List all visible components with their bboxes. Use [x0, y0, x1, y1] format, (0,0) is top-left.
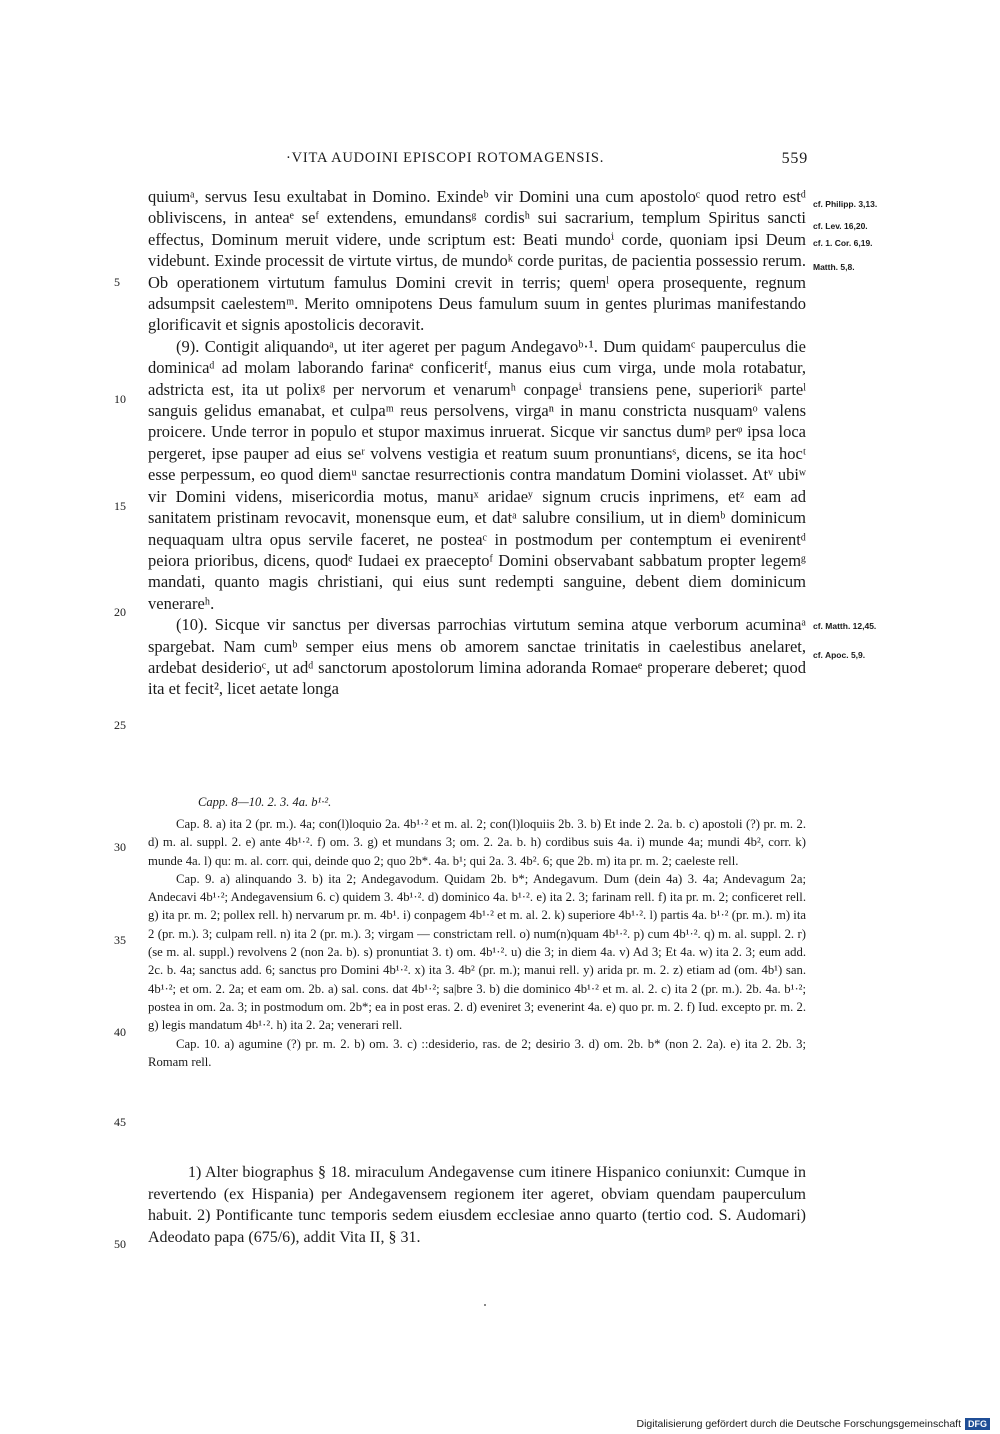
critical-apparatus	[148, 815, 806, 1071]
line-number: 30	[114, 840, 126, 854]
margin-note: cf. Philipp. 3,13.	[813, 199, 878, 209]
running-title: ·VITA AUDOINI EPISCOPI ROTOMAGENSIS.	[286, 150, 605, 166]
apparatus-cap-8: Cap. 8. a) ita 2 (pr. m.). 4a; con(l)loquio 2a. 4b¹·² et m. al. 2; con(l)loquiis 2b. 3. b) Et inde 2. 2a. b. c) apostoli (?) pr. m. 2. d) m. al. suppl. 2. e) ante 4b¹·². f) om. 3. g) et mundans 3; om. 2. 2a. b. h) cordibus suis 4a. i) munde 4a; mundi 4b², corr. k) munde 4a. l) qu: m. al. corr. qui, deinde quo 2; quo 2b*. 4a. b¹; qui 2a. 3. 4b². 6; que 2b. m) ita pr. m. 2; caeleste rell.	[148, 817, 806, 868]
stray-mark	[484, 1304, 486, 1306]
page-header	[148, 150, 808, 172]
paragraph-8: quiumᵃ, servus Iesu exultabat in Domino. Exindeᵇ vir Domini una cum apostoloᶜ quod retro estᵈ obliviscens, in anteaᵉ seᶠ extendens, emundansᵍ cordisʰ sui sacrarium, templum Spiritus sancti effectus, Dominum meruit videre, unde scriptum est: Beati mundoⁱ corde, quoniam ipsi Deum videbunt. Exinde processit de virtute virtus, de mundoᵏ corde puritas, de pacientia possessio rerum. Ob operationem virtutum famulus Domini crevit in terris; quemˡ opera prosequente, regnum adsumpsit caelestemᵐ. Merito omnipotens Deus famulum suum in gentes plurimas manifestando glorificavit et signis apostolicis decoravit.	[148, 187, 806, 335]
page-number: 559	[781, 150, 808, 167]
apparatus-sources: Capp. 8—10. 2. 3. 4a. b¹·².	[198, 795, 332, 809]
paragraph-10: (10). Sicque vir sanctus per diversas parrochias virtutum semina atque verborum acuminaᵃ spargebat. Nam cumᵇ semper eius mens ob amorem sanctae trinitatis in caelestibus anelaret, ardebat desiderioᶜ, ut adᵈ sanctorum apostolorum limina adoranda Romaeᵉ properare deberet; quod ita et fecit², licet aetate longa	[148, 615, 806, 699]
line-number: 50	[114, 1237, 126, 1251]
line-number: 5	[114, 275, 120, 289]
apparatus-cap-9: Cap. 9. a) alinquando 3. b) ita 2; Andegavodum. Quidam 2b. b*; Andegavum. Dum (dein 4a) 3. 4a; Andevagum 2a; Andecavi 4b¹·²; Andegavensium 6. c) quidem 3. 4b¹·². d) dominico 4a. b¹·². e) ita 2. 3; farinam rell. f) ita pr. m. 2; conficeret rell. g) ita pr. m. 2; pollex rell. h) nervarum pr. m. 4b¹. i) conpagem 4b¹·² et m. al. 2. k) superiore 4b¹·². l) partis 4a. b¹·² (pr. m.). m) ita 2 (pr. m.). 3; culpam rell. n) ita 2 (pr. m.). 3; virgam — constrictam rell. o) num(n)quam 4b¹·². p) cum 4b¹·². q) m. al. suppl. 2. r) (se m. al. suppl.) revolvens 2 (non 2a. b). s) pronuntiat 3. t) om. 4b¹·². u) die 3; in diem 4a. v) Ad 3; Et 4a. w) ita 2. 3; eum add. 2c. b. 4a; sanctus add. 6; sanctus pro Domini 4b¹·². x) ita 3. 4b² (pr. m.); manui rell. y) arida pr. m. 2. z) etiam ad (om. 4b¹) san. 4b¹·²; et om. 2. 2a; et eam om. 2b. a) sal. cons. dat 4b¹·²; sa|bre 3. b) die dominico 4b¹·² et m. al. 2. c) ita 2 (pr. m.). 2b. 4a. b¹·²; postea in om. 2a. 3; in postmodum om. 2b*; ea in post eras. 2. d) eveniret 3; evenerint 4a. e) quo pr. m. 2. f) Iud. excepto pr. m. 2. g) legis mandatum 4b¹·². h) ita 2. 2a; venerari rell.	[148, 871, 806, 1033]
line-number: 35	[114, 933, 126, 947]
margin-note: cf. Lev. 16,20.	[813, 221, 868, 231]
margin-note: cf. 1. Cor. 6,19.	[813, 238, 873, 248]
dfg-logo: DFG	[965, 1418, 990, 1430]
credit-text: Digitalisierung gefördert durch die Deutsche Forschungsgemeinschaft	[636, 1418, 961, 1430]
margin-note: cf. Apoc. 5,9.	[813, 650, 866, 660]
footnotes	[148, 1162, 806, 1248]
paragraph-9: (9). Contigit aliquandoᵃ, ut iter ageret per pagum Andegavoᵇ·¹. Dum quidamᶜ pauperculus die dominicaᵈ ad molam laborando farinaᵉ conficeritᶠ, manus eius cum virga, unde mola rotabatur, adstricta est, ita ut polixᵍ per nervorum et venarumʰ conpageⁱ transiens pene, superioriᵏ parteˡ sanguis gelidus emanabat, et culpaᵐ reus persolvens, virgaⁿ in manu constricta nusquamᵒ valens proicere. Unde terror in populo et stupor maximus inruerat. Sicque vir sanctus dumᵖ perᵠ ipsa loca pergeret, ipse pauper ad eius seʳ volvens vestigia et reatum suum pronuntiansˢ, dicens, se ita hocᵗ esse perpessum, eo quod diemᵘ sanctae resurrectionis contra mandatum Domini violasset. Atᵛ ubiʷ vir Domini videns, misericordia motus, manuˣ aridaeʸ signum crucis inprimens, etᶻ eam ad sanitatem pristinam revocavit, monensque eum, et datᵃ salubre consilium, ut in diemᵇ dominicum nequaquam ultra opus servile faceret, ne posteaᶜ in postmodum per contemptum ei evenirentᵈ peiora prioribus, dicens, quodᵉ Iudaei ex praeceptoᶠ Domini observabant sabbatum propter legemᵍ mandati, quanto magis christiani, qui eius sunt redempti sanguine, debent diem dominicum venerareʰ.	[148, 336, 806, 613]
line-number: 40	[114, 1025, 126, 1039]
line-number: 15	[114, 499, 126, 513]
line-number: 10	[114, 392, 126, 406]
footnote-text: 1) Alter biographus § 18. miraculum Andegavense cum itinere Hispanico coniunxit: Cumque in revertendo (ex Hispania) per Andegavensem regionem iter ageret, obviam quendam pauperculum habuit. 2) Pontificante tunc temporis sedem eiusdem ecclesiae anno quarto (tertio cod. S. Audomari) Adeodato papa (675/6), addit Vita II, § 31.	[148, 1164, 806, 1246]
margin-note: Matth. 5,8.	[813, 262, 855, 272]
apparatus-cap-10: Cap. 10. a) agumine (?) pr. m. 2. b) om. 3. c) ::desiderio, ras. de 2; desirio 3. d) om. 2b. b* (non 2. 2a). e) ita 2. 2b. 3; Romam rell.	[148, 1036, 806, 1069]
line-number: 25	[114, 718, 126, 732]
line-number: 20	[114, 605, 126, 619]
line-number: 45	[114, 1115, 126, 1129]
main-text	[148, 186, 806, 700]
digitization-credit	[636, 1418, 990, 1430]
margin-note: cf. Matth. 12,45.	[813, 621, 877, 631]
